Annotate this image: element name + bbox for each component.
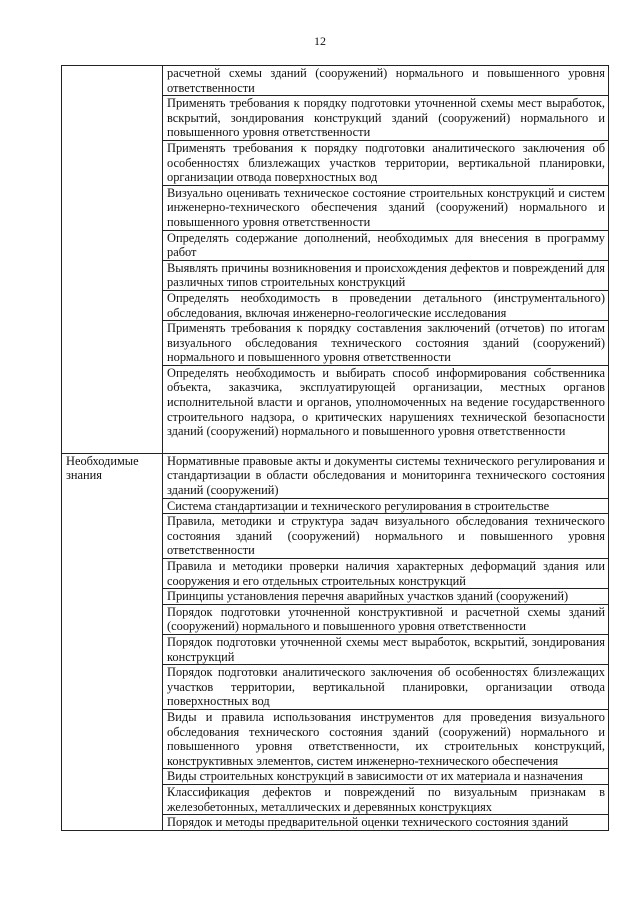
table-cell: Применять требования к порядку составления заключений (отчетов) по итогам визуального обследования технического состояния зданий (сооружений) нормального и повышенного уровня ответственности <box>163 321 609 366</box>
table-cell: расчетной схемы зданий (сооружений) нормального и повышенного уровня ответственности <box>163 66 609 96</box>
section-label-skills <box>62 66 163 454</box>
table-cell: Порядок и методы предварительной оценки технического состояния зданий <box>163 815 609 831</box>
table-cell: Виды и правила использования инструментов для проведения визуального обследования технического состояния зданий (сооружений) нормального и повышенного уровня ответственности, их строительных конструкций, конструктивных элементов, систем инженерно-технического обеспечения <box>163 709 609 768</box>
table-cell: Определять необходимость в проведении детального (инструментального) обследования, включая инженерно-геологические исследования <box>163 290 609 320</box>
table-row <box>62 453 609 498</box>
table-row <box>62 66 609 96</box>
table-cell: Определять содержание дополнений, необходимых для внесения в программу работ <box>163 230 609 260</box>
section-label-knowledge: Необходимые знания <box>62 453 163 830</box>
table-cell: Порядок подготовки уточненной схемы мест выработок, вскрытий, зондирования конструкций <box>163 635 609 665</box>
table-cell: Выявлять причины возникновения и происхождения дефектов и повреждений для различных типов строительных конструкций <box>163 260 609 290</box>
table-cell: Правила и методики проверки наличия характерных деформаций здания или сооружения и его отдельных строительных конструкций <box>163 559 609 589</box>
table-cell: Система стандартизации и технического регулирования в строительстве <box>163 498 609 514</box>
table-cell: Порядок подготовки уточненной конструктивной и расчетной схемы зданий (сооружений) нормального и повышенного уровня ответственности <box>163 604 609 634</box>
table-cell: Принципы установления перечня аварийных участков зданий (сооружений) <box>163 589 609 605</box>
table-cell: Применять требования к порядку подготовки аналитического заключения об особенностях близлежащих участков территории, вертикальной планировки, организации отвода поверхностных вод <box>163 140 609 185</box>
competency-table <box>61 65 609 831</box>
table-cell: Порядок подготовки аналитического заключения об особенностях близлежащих участков территории, вертикальной планировки, организации отвода поверхностных вод <box>163 665 609 710</box>
table-cell: Классификация дефектов и повреждений по визуальным признакам в железобетонных, металлических и деревянных конструкциях <box>163 784 609 814</box>
table-cell: Определять необходимость и выбирать способ информирования собственника объекта, заказчика, эксплуатирующей организации, местных органов исполнительной власти и органов, уполномоченных на ведение государственного строительного надзора, о критических нарушениях технической безопасности зданий (сооружений) нормального и повышенного уровня ответственности <box>163 365 609 453</box>
table-cell: Виды строительных конструкций в зависимости от их материала и назначения <box>163 769 609 785</box>
table-cell: Правила, методики и структура задач визуального обследования технического состояния зданий (сооружений) нормального и повышенного уровня ответственности <box>163 514 609 559</box>
table-cell: Визуально оценивать техническое состояние строительных конструкций и систем инженерно-технического обеспечения зданий (сооружений) нормального и повышенного уровня ответственности <box>163 185 609 230</box>
table-cell: Нормативные правовые акты и документы системы технического регулирования и стандартизации в области обследования и мониторинга технического состояния зданий (сооружений) <box>163 453 609 498</box>
table-cell: Применять требования к порядку подготовки уточненной схемы мест выработок, вскрытий, зондирования конструкций зданий (сооружений) нормального и повышенного уровня ответственности <box>163 96 609 141</box>
page-number: 12 <box>314 34 326 48</box>
